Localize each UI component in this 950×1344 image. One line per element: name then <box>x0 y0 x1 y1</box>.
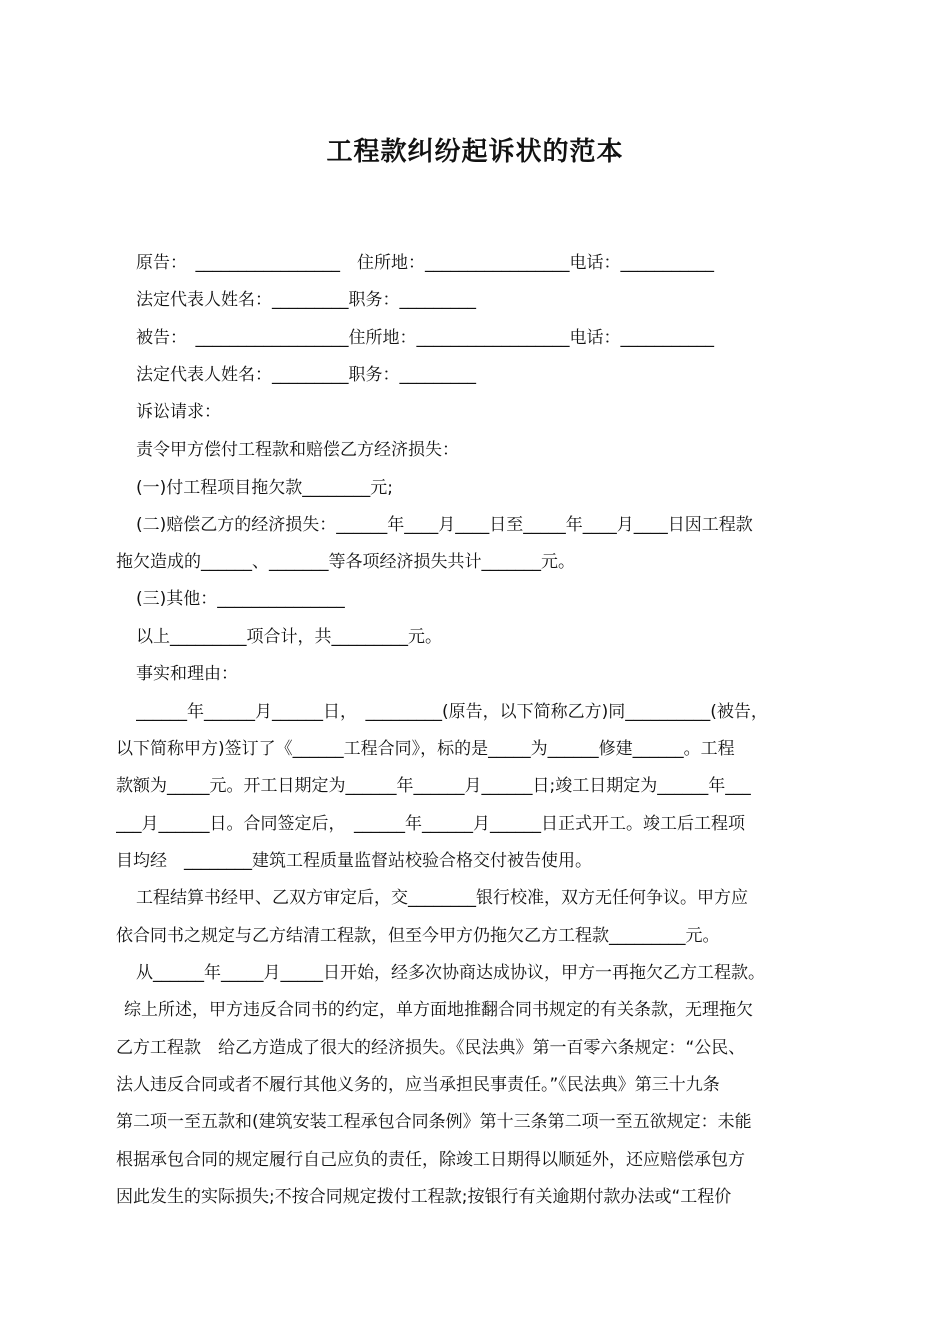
summary-paragraph-line: 乙方工程款 给乙方造成了很大的经济损失。《民法典》第一百零六条规定：“公民、 <box>116 1038 746 1058</box>
summary-paragraph-line: 因此发生的实际损失;不按合同规定拨付工程款;按银行有关逾期付款办法或“工程价 <box>116 1187 732 1207</box>
facts-paragraph-line: 以下简称甲方)签订了《______工程合同》，标的是_____为______修建______。工程 <box>116 739 735 759</box>
facts-paragraph-line: 款额为_____元。开工日期定为______年______月______日;竣工日期定为______年___ <box>116 776 751 796</box>
document-title: 工程款纠纷起诉状的范本 <box>326 137 624 167</box>
settlement-paragraph-line: 依合同书之规定与乙方结清工程款，但至今甲方仍拖欠乙方工程款_________元。 <box>116 926 720 946</box>
facts-heading: 事实和理由： <box>136 664 238 684</box>
claims-heading: 诉讼请求： <box>136 402 221 422</box>
claim-item-1: (一)付工程项目拖欠款________元; <box>136 478 393 498</box>
facts-paragraph-line: 目均经 ________建筑工程质量监督站校验合格交付被告使用。 <box>116 851 592 871</box>
facts-paragraph-line: ___月______日。合同签定后， ______年______月______日正式开工。竣工后工程项 <box>116 814 745 834</box>
facts-paragraph-line: ______年______月______日， _________(原告，以下简称乙方)同__________(被告， <box>136 702 768 722</box>
plaintiff-line: 原告： _________________ 住所地：_________________电话：___________ <box>136 253 714 273</box>
plaintiff-representative-line: 法定代表人姓名：_________职务：_________ <box>136 290 476 310</box>
claims-total: 以上_________项合计，共_________元。 <box>136 627 442 647</box>
settlement-paragraph-line: 工程结算书经甲、乙双方审定后，交________银行校准，双方无任何争议。甲方应 <box>136 888 748 908</box>
claim-item-2-continued: 拖欠造成的______、_______等各项经济损失共计_______元。 <box>116 552 575 572</box>
defendant-line: 被告： __________________住所地：__________________电话：___________ <box>136 328 714 348</box>
claim-item-2: (二)赔偿乙方的经济损失：______年____月____日至_____年____月____日因工程款 <box>136 515 753 535</box>
claims-intro: 责令甲方偿付工程款和赔偿乙方经济损失： <box>136 440 459 460</box>
claim-item-3: (三)其他：_______________ <box>136 589 345 609</box>
summary-paragraph-line: 根据承包合同的规定履行自己应负的责任，除竣工日期得以顺延外，还应赔偿承包方 <box>116 1150 745 1170</box>
defendant-representative-line: 法定代表人姓名：_________职务：_________ <box>136 365 476 385</box>
negotiation-paragraph-line: 从______年_____月_____日开始，经多次协商达成协议，甲方一再拖欠乙方工程款。 <box>136 963 765 983</box>
summary-paragraph-line: 法人违反合同或者不履行其他义务的，应当承担民事责任。”《民法典》第三十九条 <box>116 1075 720 1095</box>
summary-paragraph-line: 综上所述，甲方违反合同书的约定，单方面地推翻合同书规定的有关条款，无理拖欠 <box>124 1000 753 1020</box>
summary-paragraph-line: 第二项一至五款和(建筑安装工程承包合同条例》第十三条第二项一至五欲规定：未能 <box>116 1112 752 1132</box>
